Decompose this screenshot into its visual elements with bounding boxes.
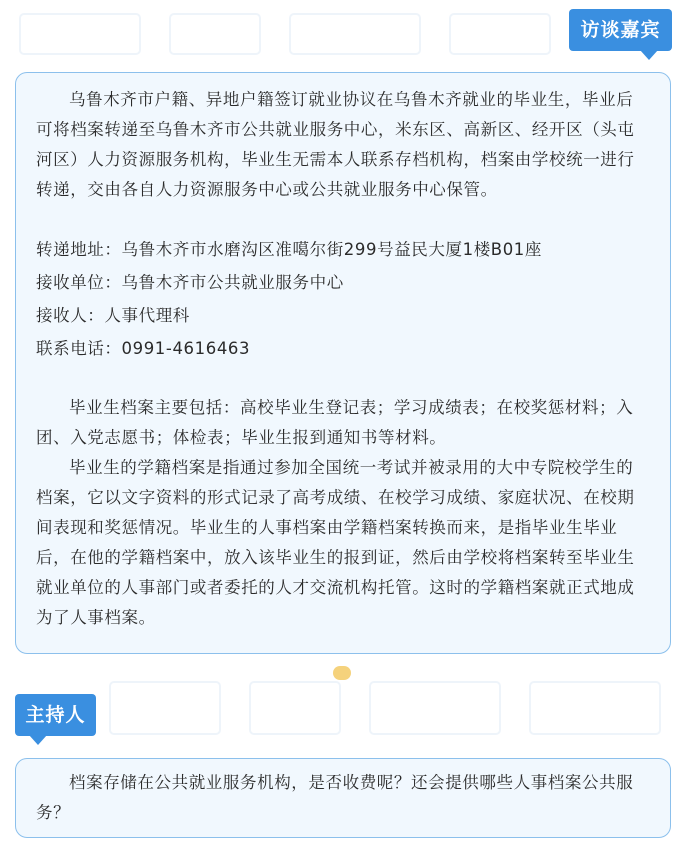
contents-paragraph: 毕业生档案主要包括：高校毕业生登记表；学习成绩表；在校奖惩材料；入团、入党志愿书；体检表；毕业生报到通知书等材料。	[36, 398, 634, 447]
guest-tag-label: 访谈嘉宾	[580, 19, 661, 41]
divider-dot	[333, 666, 351, 680]
host-tag	[15, 694, 96, 736]
address-line: 转递地址：乌鲁木齐市水磨沟区准噶尔街299号益民大厦1楼B01座	[36, 240, 543, 259]
guest-answer-card	[15, 72, 671, 654]
question-paragraph: 档案存储在公共就业服务机构，是否收费呢？还会提供哪些人事档案公共服务？	[36, 773, 634, 822]
explanation-paragraph: 毕业生的学籍档案是指通过参加全国统一考试并被录用的大中专院校学生的档案，它以文字资料的形式记录了高考成绩、在校学习成绩、家庭状况、在校期间表现和奖惩情况。毕业生的人事档案由学籍档案转换而来，是指毕业生毕业后，在他的学籍档案中，放入该毕业生的报到证，然后由学校将档案转至毕业生就业单位的人事部门或者委托的人才交流机构托管。这时的学籍档案就正式地成为了人事档案。	[36, 458, 635, 627]
phone-line: 联系电话：0991-4616463	[36, 339, 251, 358]
guest-tag	[569, 9, 672, 51]
receiver-line: 接收人：人事代理科	[36, 306, 190, 325]
host-question-card	[15, 758, 671, 838]
receiver-unit-line: 接收单位：乌鲁木齐市公共就业服务中心	[36, 273, 344, 292]
intro-paragraph: 乌鲁木齐市户籍、异地户籍签订就业协议在乌鲁木齐就业的毕业生，毕业后可将档案转递至乌鲁木齐市公共就业服务中心，米东区、高新区、经开区（头屯河区）人力资源服务机构，毕业生无需本人联系存档机构，档案由学校统一进行转递，交由各自人力资源服务中心或公共就业服务中心保管。	[36, 90, 635, 199]
host-tag-label: 主持人	[25, 704, 86, 726]
